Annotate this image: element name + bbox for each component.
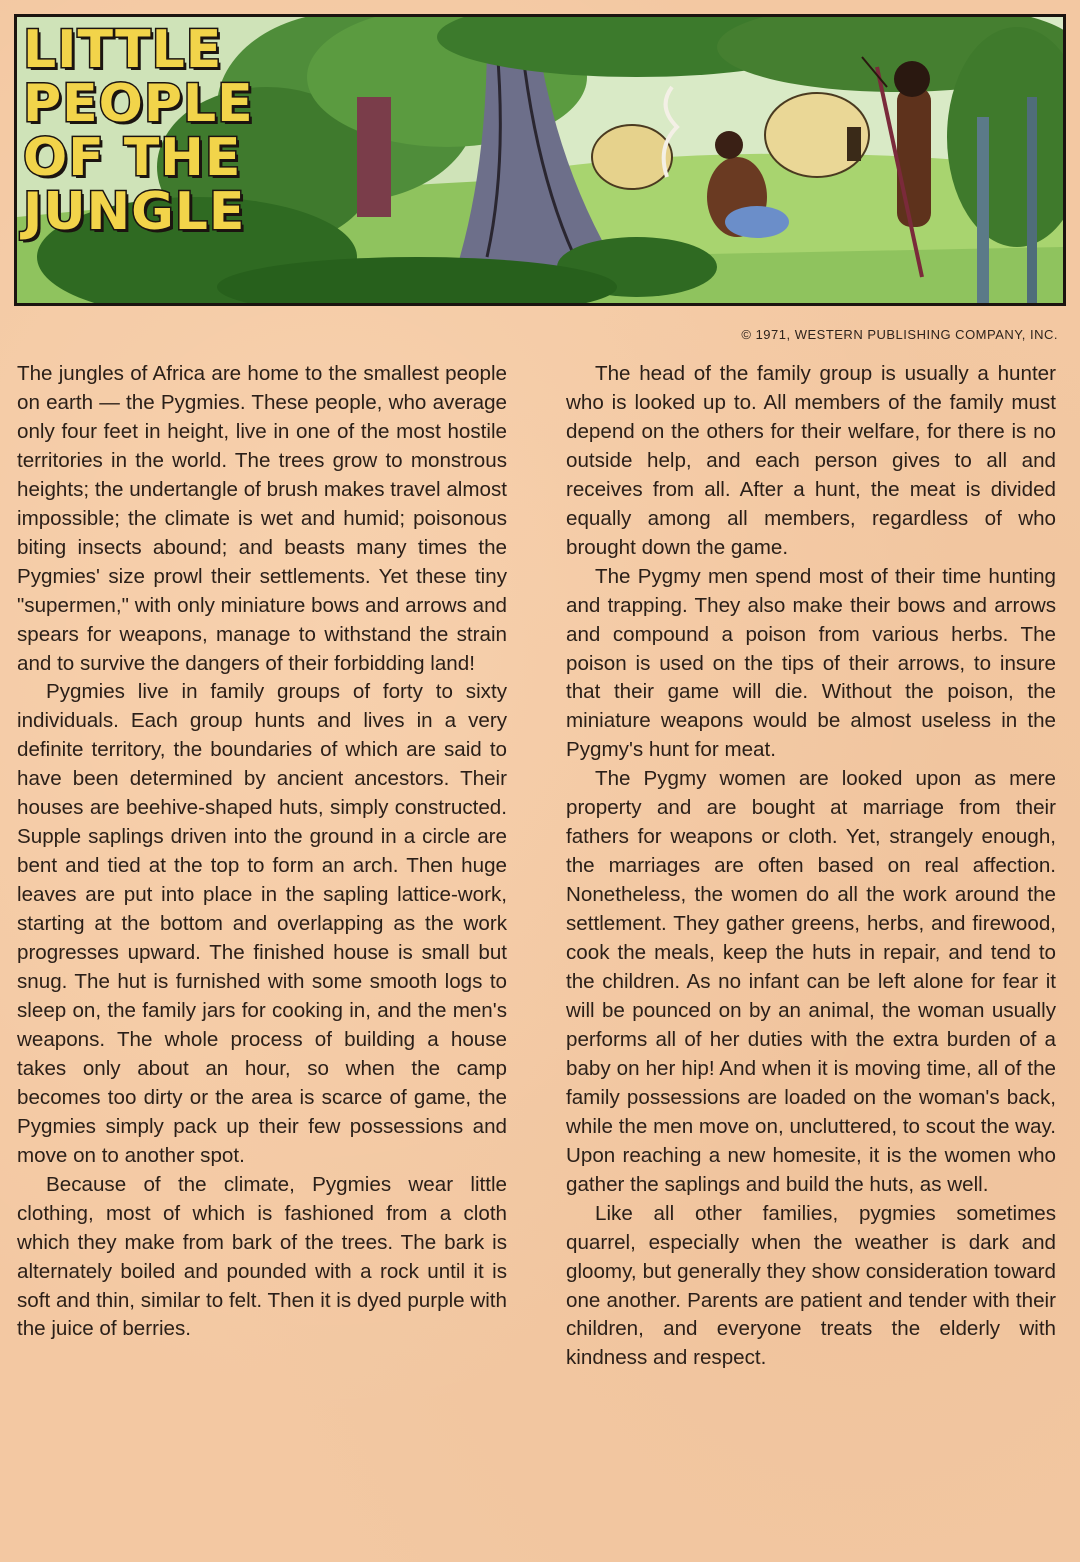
paragraph: The head of the family group is usually a hunter who is looked up to. All members of the family must depend on the others for their welfare, for there is no outside help, and each person gives to all and receives from all. After a hunt, the meat is divided equally among all members, regardless of who brought down the game. [566,362,1056,559]
title-line: LITTLE [23,20,223,80]
paragraph: Because of the climate, Pygmies wear little clothing, most of which is fashioned from a cloth which they make from bark of the trees. The bark is alternately boiled and pounded with a rock until it is soft and thin, similar to felt. Then it is dyed purple with the juice of berries. [17,1172,507,1341]
paragraph: The jungles of Africa are home to the smallest people on earth — the Pygmies. These people, who average only four feet in height, live in one of the most hostile territories in the world. The trees grow to monstrous heights; the undertangle of brush makes travel almost impossible; the climate is wet and humid; poisonous biting insects abound; and beasts many times the Pygmies' size prowl their settlements. Yet these tiny "supermen," with only miniature bows and arrows and spears for weapons, manage to withstand the strain and to survive the dangers of their forbidding land! [17,362,507,675]
title-line: OF THE [23,128,242,188]
paragraph: The Pygmy men spend most of their time hunting and trapping. They also make their bows and arrows and compound a poison from various herbs. The poison is used on the tips of their arrows, to insure that their game will die. Without the poison, the miniature weapons would be almost useless in the Pygmy's hunt for meat. [566,564,1056,762]
title-line: PEOPLE [23,74,254,134]
title-illustration-banner [14,14,1066,306]
left-text-column [17,360,507,1344]
paragraph: The Pygmy women are looked upon as mere property and are bought at marriage from their fathers for weapons or cloth. Yet, strangely enough, the marriages are often based on real affection. Nonetheless, the women do all the work around the settlement. They gather greens, herbs, and firewood, cook the meals, keep the huts in repair, and tend to the children. As no infant can be left alone for fear it will be pounced on by an animal, the woman usually performs all of her duties with the extra burden of a baby on her hip! And when it is moving time, all of the family possessions are loaded on the woman's back, while the men move on, uncluttered, to scout the way. Upon reaching a new homesite, it is the women who gather the saplings and build the huts, as well. [566,767,1056,1196]
article-title [23,20,273,242]
paragraph: Like all other families, pygmies sometimes quarrel, especially when the weather is dark and gloomy, but generally they show consideration toward one another. Parents are patient and tender with their children, and everyone treats the elderly with kindness and respect. [566,1201,1056,1370]
title-line: JUNGLE [23,182,246,242]
copyright-notice: © 1971, WESTERN PUBLISHING COMPANY, INC. [741,327,1058,342]
right-text-column [566,360,1056,1373]
paragraph: Pygmies live in family groups of forty to sixty individuals. Each group hunts and lives in a very definite territory, the boundaries of which are said to have been determined by ancient ancestors. Their houses are beehive-shaped huts, simply constructed. Supple saplings driven into the ground in a circle are bent and tied at the top to form an arch. Then huge leaves are put into place in the sapling lattice-work, starting at the bottom and overlapping as the work progresses upward. The finished house is small but snug. The hut is furnished with some smooth logs to sleep on, the family jars for cooking in, and the men's weapons. The whole process of building a house takes only about an hour, so when the camp becomes too dirty or the area is scarce of game, the Pygmies simply pack up their few possessions and move on to another spot. [17,680,507,1167]
